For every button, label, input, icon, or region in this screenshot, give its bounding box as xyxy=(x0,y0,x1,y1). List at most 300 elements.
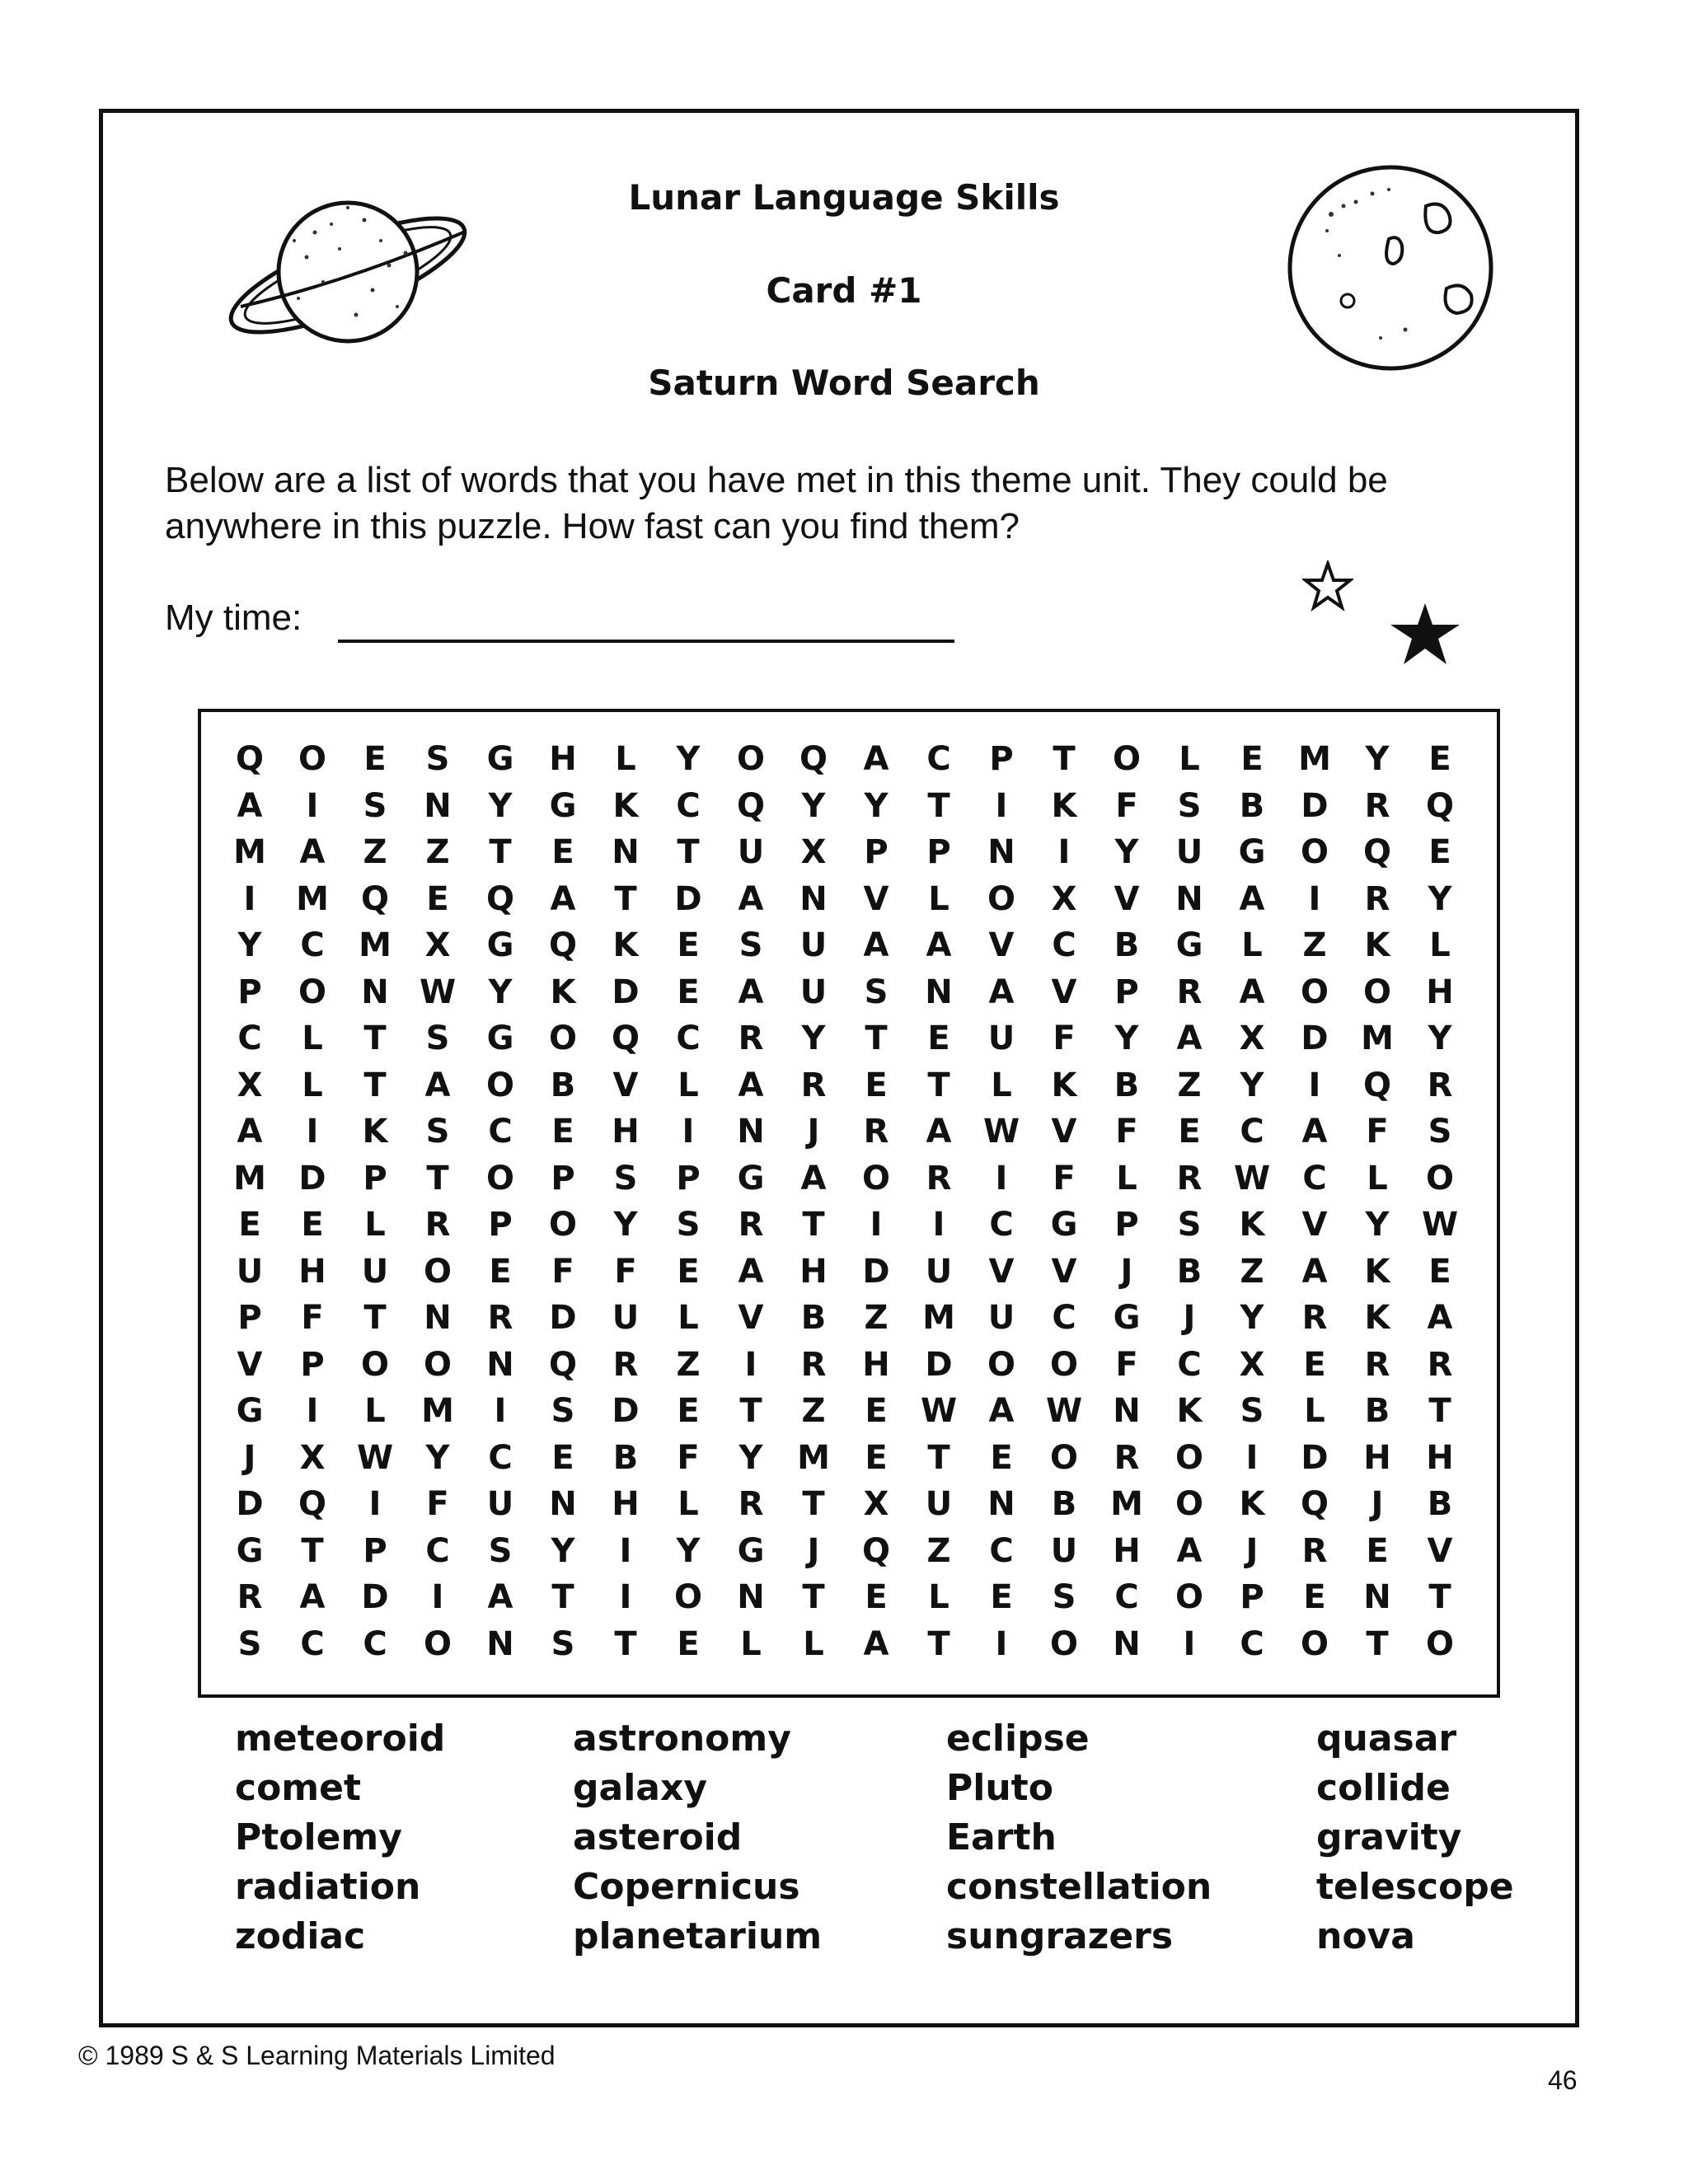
grid-letter: B xyxy=(1427,1485,1453,1524)
grid-letter: O xyxy=(861,1159,890,1197)
grid-letter: C xyxy=(488,1113,513,1151)
grid-letter: Y xyxy=(1428,1019,1452,1058)
grid-letter: F xyxy=(1053,1159,1076,1197)
grid-letter: W xyxy=(920,1392,958,1431)
grid-letter: A xyxy=(926,926,952,965)
grid-letter: F xyxy=(426,1485,449,1524)
grid-letter: T xyxy=(551,1578,574,1617)
grid-letter: A xyxy=(738,1066,764,1104)
grid-letter: T xyxy=(677,833,700,872)
grid-letter: L xyxy=(1429,926,1451,965)
grid-letter: A xyxy=(299,1578,326,1617)
grid-letter: X xyxy=(424,926,451,965)
grid-letter: N xyxy=(1113,1392,1141,1431)
grid-letter: Y xyxy=(801,786,826,825)
word-list-item: eclipse xyxy=(946,1718,1090,1760)
grid-letter: B xyxy=(1239,786,1265,825)
grid-letter: I xyxy=(995,786,1008,825)
grid-letter: E xyxy=(677,1392,700,1431)
grid-letter: I xyxy=(744,1345,757,1384)
grid-letter: Z xyxy=(363,833,387,872)
grid-letter: L xyxy=(678,1066,699,1104)
grid-letter: S xyxy=(363,786,387,825)
grid-letter: B xyxy=(550,1066,576,1104)
grid-letter: R xyxy=(863,1113,889,1151)
grid-letter: J xyxy=(1245,1531,1259,1570)
grid-letter: N xyxy=(1175,879,1203,918)
grid-letter: T xyxy=(301,1531,324,1570)
grid-letter: S xyxy=(738,926,763,965)
grid-letter: V xyxy=(237,1345,263,1384)
grid-letter: S xyxy=(1052,1578,1076,1617)
grid-letter: N xyxy=(1363,1578,1391,1617)
grid-letter: U xyxy=(987,1299,1015,1338)
grid-letter: D xyxy=(612,972,640,1011)
grid-letter: D xyxy=(862,1252,890,1291)
grid-letter: K xyxy=(1239,1485,1265,1524)
grid-letter: O xyxy=(1049,1345,1078,1384)
grid-letter: Z xyxy=(1302,926,1327,965)
grid-letter: M xyxy=(1361,1019,1394,1058)
grid-letter: Y xyxy=(488,972,513,1011)
grid-letter: R xyxy=(738,1206,764,1244)
grid-letter: A xyxy=(1176,1531,1203,1570)
grid-letter: O xyxy=(736,740,765,779)
grid-letter: L xyxy=(1367,1159,1388,1197)
grid-letter: X xyxy=(800,833,827,872)
grid-letter: O xyxy=(1175,1438,1203,1477)
grid-letter: Y xyxy=(801,1019,826,1058)
grid-letter: A xyxy=(800,1159,827,1197)
grid-letter: S xyxy=(551,1392,575,1431)
instructions-text: Below are a list of words that you have met in this theme unit. They could be anywhere in this puzzle. How fast can you find them? xyxy=(165,460,1388,546)
grid-letter: T xyxy=(614,1624,637,1663)
grid-letter: U xyxy=(486,1485,514,1524)
grid-letter: O xyxy=(298,740,326,779)
grid-letter: E xyxy=(865,1578,888,1617)
grid-letter: Q xyxy=(548,1345,577,1384)
grid-letter: E xyxy=(865,1066,888,1104)
grid-letter: G xyxy=(486,926,514,965)
grid-letter: S xyxy=(1428,1113,1452,1151)
grid-letter: S xyxy=(551,1624,575,1663)
grid-letter: I xyxy=(995,1624,1008,1663)
grid-letter: A xyxy=(926,1113,952,1151)
grid-letter: T xyxy=(802,1485,825,1524)
grid-letter: L xyxy=(678,1299,699,1338)
grid-letter: S xyxy=(488,1531,513,1570)
grid-letter: G xyxy=(1050,1206,1078,1244)
grid-letter: Y xyxy=(1428,879,1452,918)
grid-letter: D xyxy=(236,1485,264,1524)
grid-letter: U xyxy=(236,1252,264,1291)
grid-letter: E xyxy=(865,1438,888,1477)
grid-letter: J xyxy=(807,1113,820,1151)
grid-letter: V xyxy=(1427,1531,1453,1570)
grid-letter: R xyxy=(1427,1345,1453,1384)
grid-letter: N xyxy=(361,972,389,1011)
grid-letter: C xyxy=(300,1624,325,1663)
star-outline-icon xyxy=(1302,560,1353,612)
grid-letter: C xyxy=(1052,926,1076,965)
grid-letter: N xyxy=(424,1299,452,1338)
grid-letter: C xyxy=(1240,1624,1264,1663)
grid-letter: L xyxy=(364,1392,386,1431)
card-number: Card #1 xyxy=(766,270,922,311)
grid-letter: E xyxy=(1303,1578,1326,1617)
grid-letter: C xyxy=(989,1206,1014,1244)
grid-letter: E xyxy=(677,1624,700,1663)
grid-letter: M xyxy=(359,926,392,965)
grid-letter: M xyxy=(797,1438,830,1477)
grid-letter: E xyxy=(426,879,449,918)
grid-letter: W xyxy=(419,972,457,1011)
grid-letter: H xyxy=(1363,1438,1391,1477)
grid-letter: T xyxy=(363,1066,387,1104)
grid-letter: C xyxy=(1177,1345,1202,1384)
grid-letter: U xyxy=(925,1485,953,1524)
grid-letter: S xyxy=(864,972,889,1011)
grid-letter: R xyxy=(738,1485,764,1524)
grid-letter: Q xyxy=(548,926,577,965)
grid-letter: D xyxy=(298,1159,326,1197)
grid-letter: Y xyxy=(488,786,513,825)
word-list-item: Ptolemy xyxy=(235,1816,402,1858)
grid-letter: L xyxy=(740,1624,762,1663)
grid-letter: G xyxy=(737,1531,765,1570)
grid-letter: K xyxy=(1364,1252,1390,1291)
word-list-item: gravity xyxy=(1316,1816,1462,1858)
word-list-item: collide xyxy=(1316,1767,1451,1809)
word-list-item: nova xyxy=(1316,1915,1415,1957)
grid-letter: G xyxy=(486,740,514,779)
grid-letter: E xyxy=(1303,1345,1326,1384)
grid-letter: G xyxy=(549,786,577,825)
grid-letter: E xyxy=(677,926,700,965)
grid-letter: A xyxy=(1239,879,1265,918)
grid-letter: E xyxy=(363,740,387,779)
grid-letter: R xyxy=(800,1345,827,1384)
grid-letter: Y xyxy=(1240,1066,1264,1104)
word-list-column-2 xyxy=(573,1714,822,1961)
grid-letter: T xyxy=(614,879,637,918)
grid-letter: O xyxy=(1049,1438,1078,1477)
grid-letter: R xyxy=(1176,1159,1203,1197)
grid-letter: F xyxy=(1115,786,1138,825)
grid-letter: D xyxy=(1301,786,1329,825)
grid-letter: K xyxy=(612,926,639,965)
grid-letter: R xyxy=(1176,972,1203,1011)
grid-letter: Z xyxy=(425,833,450,872)
word-list-item: quasar xyxy=(1316,1718,1457,1760)
grid-letter: P xyxy=(926,833,951,872)
grid-letter: W xyxy=(1045,1392,1083,1431)
grid-letter: V xyxy=(1051,1113,1077,1151)
grid-letter: T xyxy=(1428,1392,1451,1431)
word-list-item: radiation xyxy=(235,1866,421,1908)
grid-letter: D xyxy=(674,879,702,918)
grid-letter: N xyxy=(424,786,452,825)
grid-letter: Y xyxy=(551,1531,575,1570)
grid-letter: C xyxy=(488,1438,513,1477)
grid-letter: I xyxy=(1183,1624,1196,1663)
grid-letter: D xyxy=(612,1392,640,1431)
grid-letter: Y xyxy=(613,1206,638,1244)
grid-letter: X xyxy=(863,1485,889,1524)
grid-letter: O xyxy=(1300,972,1329,1011)
grid-letter: C xyxy=(926,740,951,779)
grid-letter: W xyxy=(356,1438,394,1477)
word-list-item: constellation xyxy=(946,1866,1212,1908)
grid-letter: G xyxy=(1175,926,1203,965)
grid-letter: A xyxy=(237,1113,263,1151)
grid-letter: D xyxy=(1301,1438,1329,1477)
grid-letter: N xyxy=(737,1113,765,1151)
grid-letter: T xyxy=(489,833,512,872)
grid-letter: C xyxy=(425,1531,450,1570)
grid-letter: M xyxy=(233,1159,266,1197)
grid-letter: K xyxy=(1176,1392,1203,1431)
grid-letter: T xyxy=(426,1159,449,1197)
grid-letter: A xyxy=(487,1578,513,1617)
word-list-item: telescope xyxy=(1316,1866,1514,1908)
grid-letter: R xyxy=(1301,1531,1328,1570)
grid-letter: L xyxy=(302,1019,323,1058)
grid-letter: O xyxy=(485,1066,514,1104)
grid-letter: H xyxy=(549,740,577,779)
grid-letter: X xyxy=(237,1066,263,1104)
grid-letter: S xyxy=(676,1206,701,1244)
grid-letter: B xyxy=(1114,926,1140,965)
grid-letter: R xyxy=(237,1578,263,1617)
grid-letter: T xyxy=(927,1438,950,1477)
grid-letter: B xyxy=(1114,1066,1140,1104)
grid-letter: E xyxy=(1240,740,1264,779)
grid-letter: W xyxy=(982,1113,1020,1151)
grid-letter: E xyxy=(990,1438,1013,1477)
grid-letter: Y xyxy=(237,926,262,965)
grid-letter: T xyxy=(927,1066,950,1104)
grid-letter: E xyxy=(677,972,700,1011)
grid-letter: E xyxy=(1428,740,1451,779)
grid-letter: J xyxy=(1120,1252,1133,1291)
grid-letter: A xyxy=(738,879,764,918)
grid-letter: Z xyxy=(1240,1252,1264,1291)
grid-letter: E xyxy=(1366,1531,1389,1570)
word-list-item: astronomy xyxy=(573,1718,791,1760)
grid-letter: Q xyxy=(235,740,264,779)
grid-letter: S xyxy=(1177,1206,1202,1244)
grid-letter: J xyxy=(1371,1485,1384,1524)
grid-letter: P xyxy=(1240,1578,1264,1617)
grid-letter: H xyxy=(1426,1438,1454,1477)
grid-letter: C xyxy=(237,1019,262,1058)
grid-letter: O xyxy=(1300,1624,1329,1663)
grid-letter: P xyxy=(551,1159,575,1197)
grid-letter: O xyxy=(987,879,1015,918)
grid-letter: L xyxy=(615,740,636,779)
grid-letter: A xyxy=(988,972,1015,1011)
grid-letter: E xyxy=(301,1206,324,1244)
grid-letter: C xyxy=(1052,1299,1076,1338)
grid-letter: U xyxy=(799,926,828,965)
grid-letter: O xyxy=(1175,1485,1203,1524)
grid-letter: L xyxy=(1241,926,1263,965)
grid-letter: F xyxy=(614,1252,637,1291)
grid-letter: Z xyxy=(1177,1066,1202,1104)
grid-letter: T xyxy=(802,1206,825,1244)
grid-letter: N xyxy=(737,1578,765,1617)
grid-letter: T xyxy=(1053,740,1076,779)
word-list-item: comet xyxy=(235,1767,362,1809)
grid-letter: U xyxy=(1050,1531,1078,1570)
my-time-answer-line[interactable] xyxy=(338,640,954,643)
grid-letter: M xyxy=(1298,740,1331,779)
word-list-item: Pluto xyxy=(946,1767,1053,1809)
grid-letter: M xyxy=(233,833,266,872)
grid-letter: W xyxy=(1233,1159,1271,1197)
grid-letter: Y xyxy=(676,1531,701,1570)
word-list-item: sungrazers xyxy=(946,1915,1174,1957)
grid-letter: C xyxy=(300,926,325,965)
grid-letter: T xyxy=(739,1392,762,1431)
grid-letter: N xyxy=(549,1485,577,1524)
grid-letter: R xyxy=(1364,1345,1390,1384)
grid-letter: P xyxy=(363,1531,387,1570)
grid-letter: Y xyxy=(676,740,701,779)
grid-letter: A xyxy=(299,833,326,872)
grid-letter: I xyxy=(995,1159,1008,1197)
grid-letter: A xyxy=(550,879,576,918)
grid-letter: I xyxy=(870,1206,883,1244)
grid-letter: N xyxy=(987,833,1015,872)
grid-letter: I xyxy=(306,1113,319,1151)
grid-letter: Y xyxy=(1114,833,1139,872)
grid-letter: O xyxy=(1049,1624,1078,1663)
grid-letter: K xyxy=(1364,926,1390,965)
grid-letter: A xyxy=(738,1252,764,1291)
grid-letter: P xyxy=(363,1159,387,1197)
grid-letter: I xyxy=(306,786,319,825)
grid-letter: B xyxy=(612,1438,639,1477)
grid-letter: C xyxy=(676,1019,701,1058)
grid-letter: P xyxy=(1114,972,1139,1011)
my-time-label: My time: xyxy=(165,598,302,638)
grid-letter: I xyxy=(243,879,256,918)
grid-letter: E xyxy=(990,1578,1013,1617)
grid-letter: E xyxy=(1428,1252,1451,1291)
grid-letter: X xyxy=(1051,879,1077,918)
grid-letter: D xyxy=(1301,1019,1329,1058)
grid-letter: E xyxy=(865,1392,888,1431)
grid-letter: G xyxy=(486,1019,514,1058)
grid-letter: I xyxy=(431,1578,444,1617)
grid-letter: B xyxy=(1364,1392,1390,1431)
grid-letter: E xyxy=(551,833,574,872)
grid-letter: O xyxy=(987,1345,1015,1384)
grid-letter: G xyxy=(1238,833,1266,872)
grid-letter: A xyxy=(1301,1252,1328,1291)
word-list-column-3 xyxy=(946,1714,1212,1961)
grid-letter: K xyxy=(1239,1206,1265,1244)
grid-letter: R xyxy=(1301,1299,1328,1338)
grid-letter: X xyxy=(299,1438,326,1477)
grid-letter: S xyxy=(425,740,450,779)
grid-letter: B xyxy=(800,1299,827,1338)
grid-letter: U xyxy=(737,833,765,872)
grid-letter: U xyxy=(987,1019,1015,1058)
grid-letter: R xyxy=(1364,786,1390,825)
star-filled-icon xyxy=(1389,602,1461,666)
grid-letter: R xyxy=(612,1345,639,1384)
grid-letter: U xyxy=(1175,833,1203,872)
grid-letter: R xyxy=(1427,1066,1453,1104)
grid-letter: K xyxy=(1364,1299,1390,1338)
grid-letter: Z xyxy=(801,1392,826,1431)
grid-letter: V xyxy=(1051,1252,1077,1291)
grid-letter: O xyxy=(548,1019,577,1058)
grid-letter: C xyxy=(1240,1113,1264,1151)
grid-letter: S xyxy=(425,1113,450,1151)
grid-letter: M xyxy=(1110,1485,1143,1524)
grid-letter: S xyxy=(425,1019,450,1058)
grid-letter: S xyxy=(1240,1392,1264,1431)
grid-letter: A xyxy=(424,1066,451,1104)
grid-letter: K xyxy=(362,1113,388,1151)
grid-letter: L xyxy=(302,1066,323,1104)
grid-letter: M xyxy=(296,879,329,918)
grid-letter: B xyxy=(1176,1252,1203,1291)
grid-letter: U xyxy=(925,1252,953,1291)
grid-letter: O xyxy=(548,1206,577,1244)
grid-letter: H xyxy=(298,1252,326,1291)
grid-letter: N xyxy=(925,972,953,1011)
grid-letter: Q xyxy=(861,1531,890,1570)
grid-letter: M xyxy=(922,1299,955,1338)
grid-letter: E xyxy=(1178,1113,1201,1151)
grid-letter: K xyxy=(1051,786,1077,825)
grid-letter: Z xyxy=(676,1345,701,1384)
grid-letter: I xyxy=(1057,833,1071,872)
grid-letter: P xyxy=(989,740,1014,779)
grid-letter: C xyxy=(989,1531,1014,1570)
grid-letter: Q xyxy=(360,879,389,918)
grid-letter: C xyxy=(1114,1578,1139,1617)
grid-letter: S xyxy=(1177,786,1202,825)
page-number: 46 xyxy=(1548,2065,1578,2095)
grid-letter: O xyxy=(423,1624,452,1663)
grid-letter: I xyxy=(1308,879,1321,918)
grid-letter: C xyxy=(676,786,701,825)
grid-letter: E xyxy=(551,1113,574,1151)
grid-letter: T xyxy=(927,786,950,825)
grid-letter: A xyxy=(738,972,764,1011)
grid-letter: H xyxy=(612,1485,640,1524)
grid-letter: Y xyxy=(1114,1019,1139,1058)
grid-letter: T xyxy=(1366,1624,1389,1663)
grid-letter: U xyxy=(361,1252,389,1291)
grid-letter: H xyxy=(862,1345,890,1384)
grid-letter: O xyxy=(423,1252,452,1291)
grid-letter: L xyxy=(928,1578,950,1617)
grid-letter: A xyxy=(863,740,889,779)
grid-letter: F xyxy=(1115,1345,1138,1384)
grid-letter: L xyxy=(364,1206,386,1244)
grid-letter: V xyxy=(738,1299,764,1338)
grid-letter: A xyxy=(863,1624,889,1663)
grid-letter: P xyxy=(237,972,262,1011)
grid-letter: E xyxy=(927,1019,950,1058)
